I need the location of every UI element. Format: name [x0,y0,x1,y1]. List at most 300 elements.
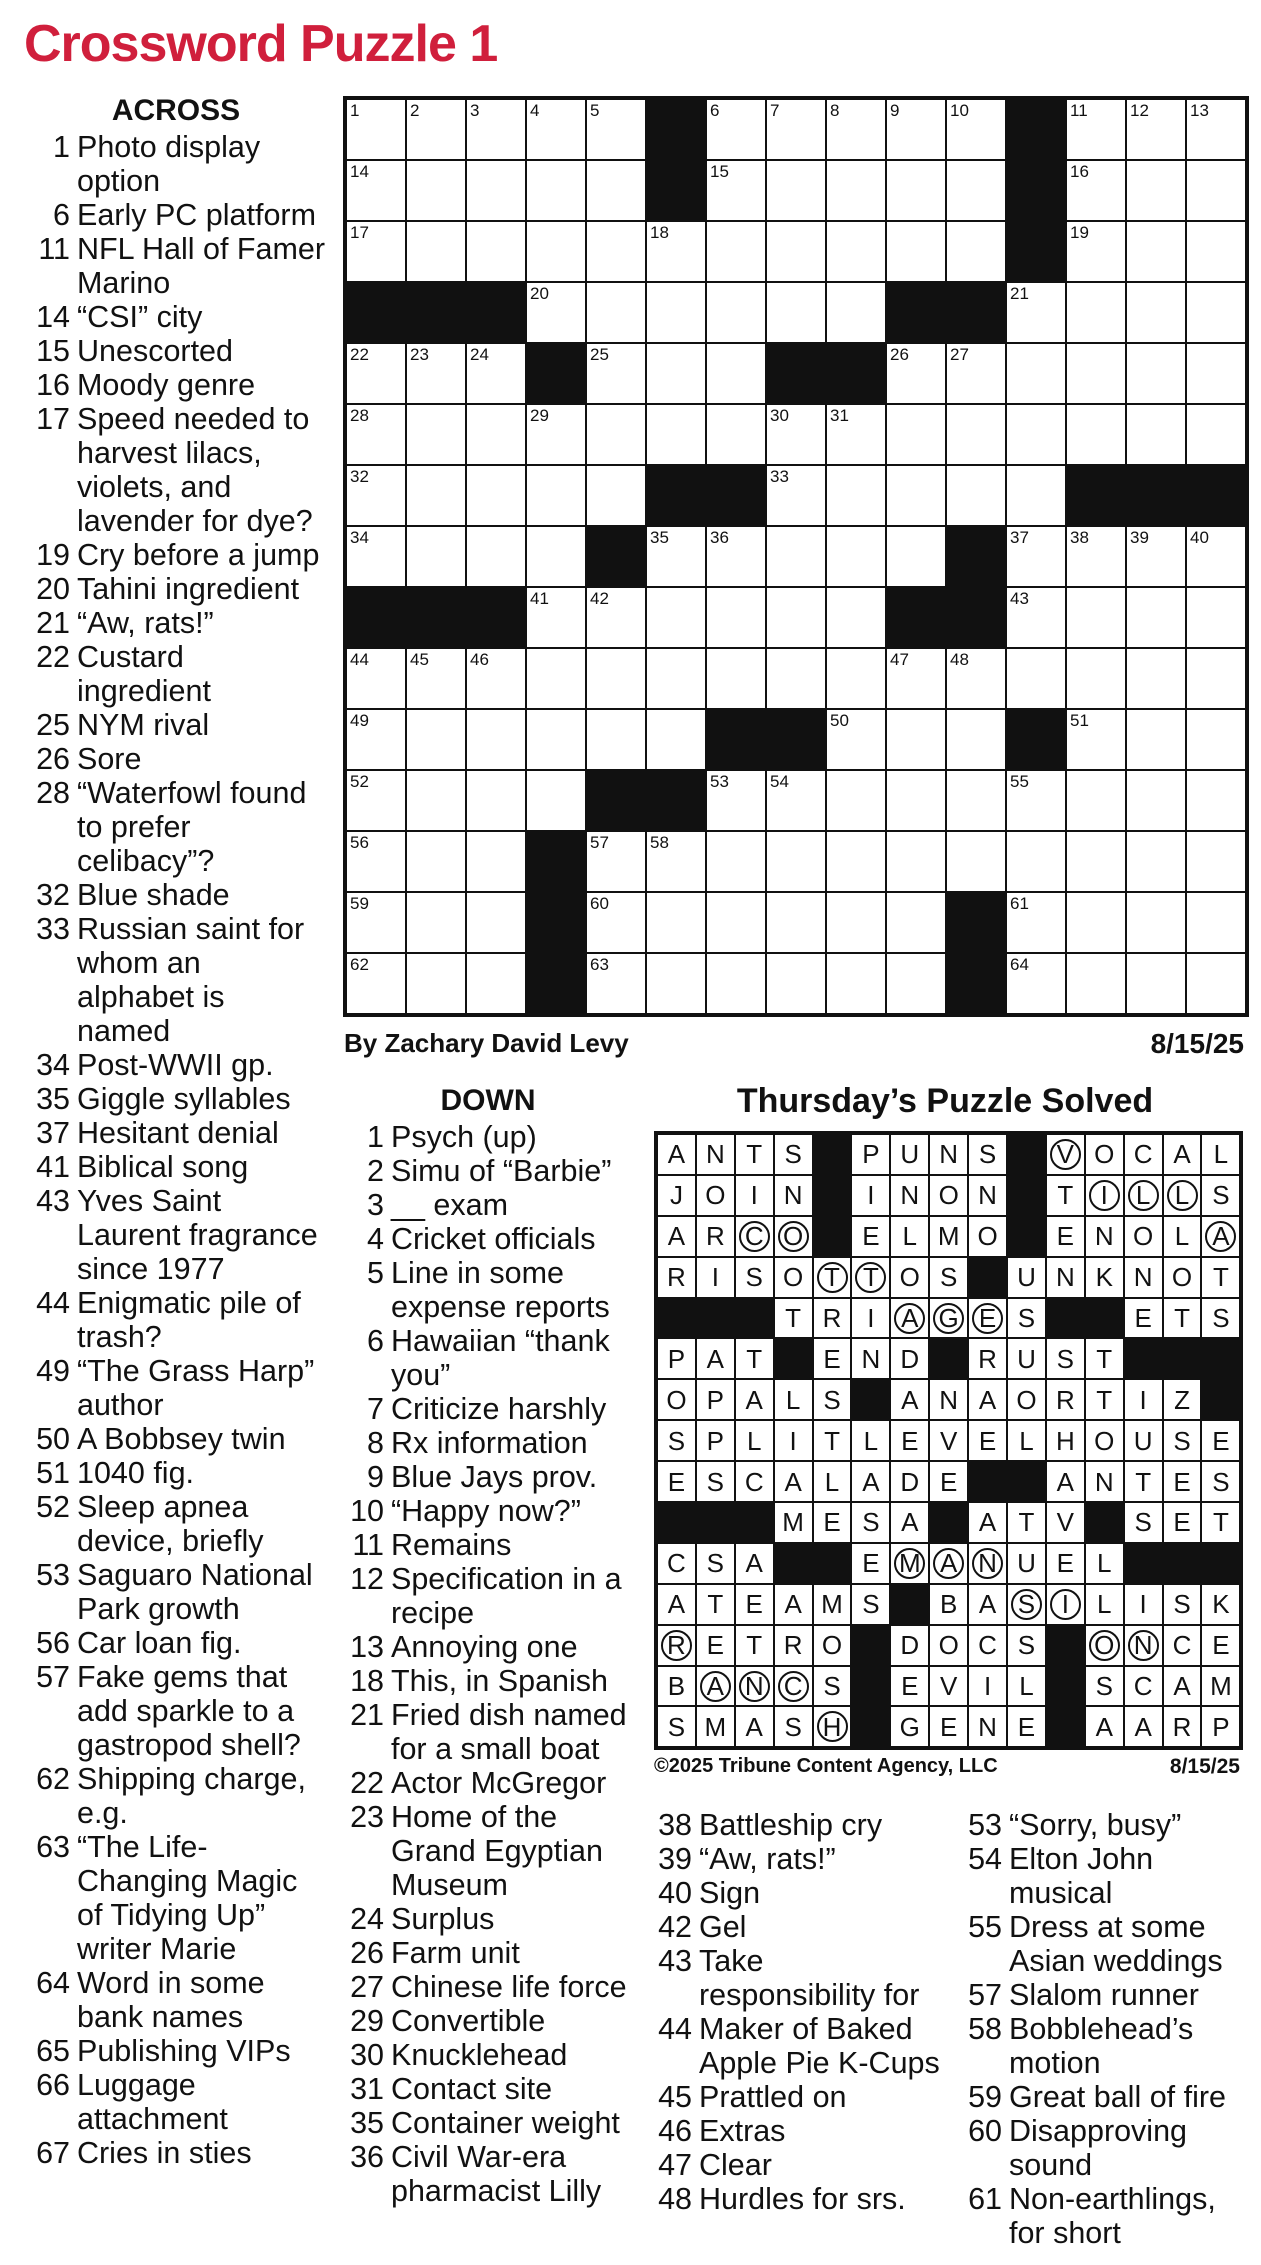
clue-number: 39 [658,1842,692,1876]
solution-letter: E [706,1630,724,1661]
grid-cell[interactable] [1006,953,1066,1014]
grid-cell[interactable] [706,648,766,709]
grid-cell[interactable] [1006,892,1066,953]
solution-letter: A [700,1671,731,1702]
down-clues [340,1084,636,2208]
clue-text: Psych (up) [391,1120,537,1154]
grid-cell[interactable] [586,892,646,953]
across-clue [26,1762,326,1830]
grid-cell[interactable] [946,831,1006,892]
grid-cell[interactable] [406,465,466,526]
grid-cell[interactable] [586,953,646,1014]
grid-cell[interactable] [1186,99,1246,160]
grid-cell[interactable] [1126,282,1186,343]
grid-cell[interactable] [526,282,586,343]
solution-cell [890,1257,929,1298]
clue-text: Slalom runner [1009,1978,1199,2012]
solution-cell [1007,1379,1046,1420]
solution-letter: S [667,1711,686,1742]
grid-cell[interactable] [886,770,946,831]
across-clue [26,538,326,572]
grid-cell[interactable] [1186,831,1246,892]
grid-cell[interactable] [946,343,1006,404]
grid-cell[interactable] [1186,343,1246,404]
grid-cell[interactable] [1186,953,1246,1014]
grid-cell[interactable] [346,160,406,221]
solution-black-square [1085,1502,1124,1543]
grid-cell[interactable] [826,770,886,831]
grid-cell[interactable] [526,404,586,465]
grid-cell[interactable] [706,99,766,160]
solution-letter: O [1089,1630,1120,1661]
grid-cell[interactable] [826,282,886,343]
grid-cell[interactable] [1066,648,1126,709]
cell-number: 56 [350,833,369,852]
solution-cell [696,1257,735,1298]
solution-letter: N [1055,1262,1075,1293]
solution-black-square [813,1216,852,1257]
grid-cell[interactable] [1066,404,1126,465]
grid-cell[interactable] [1006,282,1066,343]
grid-cell[interactable] [1186,404,1246,465]
grid-cell[interactable] [466,831,526,892]
grid-cell[interactable] [766,221,826,282]
grid-cell[interactable] [346,648,406,709]
solution-cell [1007,1625,1046,1666]
grid-cell[interactable] [766,587,826,648]
grid-cell[interactable] [826,892,886,953]
clue-number: 54 [968,1842,1002,1876]
grid-cell[interactable] [946,465,1006,526]
grid-cell[interactable] [466,526,526,587]
grid-cell[interactable] [466,160,526,221]
grid-cell[interactable] [1066,343,1126,404]
grid-cell[interactable] [466,709,526,770]
clue-number: 67 [36,2136,70,2170]
grid-cell[interactable] [946,404,1006,465]
solution-letter: O [1016,1384,1037,1415]
grid-cell[interactable] [646,892,706,953]
grid-cell[interactable] [886,99,946,160]
grid-cell[interactable] [706,587,766,648]
grid-cell[interactable] [526,160,586,221]
clue-text: Knucklehead [391,2038,568,2072]
grid-cell[interactable] [766,282,826,343]
cell-number: 25 [590,345,609,364]
grid-cell[interactable] [1186,892,1246,953]
grid-cell[interactable] [1126,648,1186,709]
cell-number: 9 [890,101,900,120]
grid-cell[interactable] [466,648,526,709]
clue-number: 66 [36,2068,70,2102]
grid-cell[interactable] [1066,160,1126,221]
black-square [1126,465,1186,526]
grid-cell[interactable] [1066,221,1126,282]
grid-cell[interactable] [646,221,706,282]
grid-cell[interactable] [1006,587,1066,648]
grid-cell[interactable] [826,465,886,526]
clue-number: 32 [36,878,70,912]
clue-number: 62 [36,1762,70,1796]
grid-cell[interactable] [406,892,466,953]
solution-letter: S [1212,1466,1230,1497]
solution-black-square [1046,1625,1085,1666]
grid-cell[interactable] [586,587,646,648]
solution-letter: T [746,1343,763,1374]
solution-black-square [1163,1338,1202,1379]
solution-letter: E [901,1671,919,1702]
grid-cell[interactable] [526,526,586,587]
grid-cell[interactable] [1126,526,1186,587]
grid-cell[interactable] [886,648,946,709]
grid-cell[interactable] [466,770,526,831]
grid-cell[interactable] [406,770,466,831]
grid-cell[interactable] [646,953,706,1014]
clue-text: Take responsibility for [699,1944,920,2012]
grid-cell[interactable] [586,99,646,160]
grid-cell[interactable] [946,99,1006,160]
grid-cell[interactable] [406,343,466,404]
solution-black-square [1163,1543,1202,1584]
grid-cell[interactable] [406,648,466,709]
grid-cell[interactable] [1066,526,1126,587]
cell-number: 13 [1190,101,1209,120]
grid-cell[interactable] [766,404,826,465]
grid-cell[interactable] [886,953,946,1014]
grid-cell[interactable] [526,465,586,526]
clue-text: Saguaro National Park growth [77,1558,313,1626]
clue-text: A Bobbsey twin [77,1422,286,1456]
grid-cell[interactable] [586,160,646,221]
grid-cell[interactable] [646,648,706,709]
grid-cell[interactable] [706,892,766,953]
grid-cell[interactable] [406,99,466,160]
grid-cell[interactable] [646,709,706,770]
grid-cell[interactable] [1126,770,1186,831]
grid-cell[interactable] [1006,404,1066,465]
solution-letter: I [983,1671,992,1702]
grid-cell[interactable] [946,709,1006,770]
grid-cell[interactable] [766,465,826,526]
clue-number: 22 [350,1766,384,1800]
black-square [646,465,706,526]
grid-cell[interactable] [1066,282,1126,343]
grid-cell[interactable] [586,404,646,465]
grid-cell[interactable] [1006,343,1066,404]
grid-cell[interactable] [586,221,646,282]
solution-cell [1124,1461,1163,1502]
grid-cell[interactable] [706,953,766,1014]
solution-letter: A [706,1343,724,1374]
grid-cell[interactable] [1186,648,1246,709]
grid-cell[interactable] [1066,587,1126,648]
grid-cell[interactable] [1066,831,1126,892]
clue-number: 52 [36,1490,70,1524]
grid-cell[interactable] [406,404,466,465]
grid-cell[interactable] [766,892,826,953]
grid-cell[interactable] [826,831,886,892]
grid-cell[interactable] [586,343,646,404]
solution-letter: I [1050,1589,1081,1620]
grid-cell[interactable] [406,831,466,892]
grid-cell[interactable] [886,709,946,770]
cell-number: 40 [1190,528,1209,547]
solution-cell [696,1175,735,1216]
grid-cell[interactable] [646,526,706,587]
solution-cell [1007,1298,1046,1339]
grid-cell[interactable] [826,404,886,465]
grid-cell[interactable] [526,709,586,770]
down-clue [340,1562,636,1630]
grid-cell[interactable] [826,221,886,282]
grid-cell[interactable] [826,648,886,709]
grid-cell[interactable] [586,465,646,526]
grid-cell[interactable] [466,99,526,160]
cell-number: 1 [350,101,360,120]
grid-cell[interactable] [346,953,406,1014]
grid-cell[interactable] [886,221,946,282]
down-clue [958,2012,1258,2080]
clue-text: Speed needed to harvest lilacs, violets, and lavender for dye? [77,402,313,538]
grid-cell[interactable] [886,343,946,404]
clue-text: “The Life-Changing Magic of Tidying Up” writer Marie [77,1830,298,1966]
solution-letter: S [1212,1303,1230,1333]
grid-cell[interactable] [946,221,1006,282]
solution-cell [774,1379,813,1420]
grid-cell[interactable] [646,587,706,648]
cell-number: 47 [890,650,909,669]
grid-cell[interactable] [526,99,586,160]
grid-cell[interactable] [526,221,586,282]
solution-black-square [696,1298,735,1339]
grid-cell[interactable] [1186,526,1246,587]
solution-cell [657,1584,696,1625]
black-square [946,282,1006,343]
grid-cell[interactable] [646,404,706,465]
grid-cell[interactable] [1126,160,1186,221]
grid-cell[interactable] [706,404,766,465]
solution-letter: M [1210,1671,1232,1702]
solution-cell [890,1379,929,1420]
grid-cell[interactable] [826,709,886,770]
grid-cell[interactable] [1006,465,1066,526]
grid-cell[interactable] [706,282,766,343]
grid-cell[interactable] [1186,282,1246,343]
grid-cell[interactable] [466,892,526,953]
grid-cell[interactable] [406,709,466,770]
solution-cell [735,1706,774,1747]
grid-cell[interactable] [766,831,826,892]
grid-cell[interactable] [946,160,1006,221]
across-clue [26,1490,326,1558]
grid-cell[interactable] [1126,343,1186,404]
grid-cell[interactable] [1186,587,1246,648]
solution-cell [1085,1379,1124,1420]
grid-cell[interactable] [1186,160,1246,221]
grid-cell[interactable] [1006,831,1066,892]
solution-cell [1163,1298,1202,1339]
grid-cell[interactable] [1006,526,1066,587]
clue-number: 8 [367,1426,384,1460]
clue-text: Fake gems that add sparkle to a gastropod shell? [77,1660,301,1762]
grid-cell[interactable] [766,526,826,587]
grid-cell[interactable] [766,160,826,221]
grid-cell[interactable] [826,160,886,221]
solution-cell [968,1706,1007,1747]
solution-letter: P [706,1425,724,1456]
grid-cell[interactable] [586,709,646,770]
solution-cell [929,1666,968,1707]
grid-cell[interactable] [1066,709,1126,770]
grid-cell[interactable] [946,770,1006,831]
grid-cell[interactable] [766,953,826,1014]
solution-letter: A [667,1221,686,1252]
grid-cell[interactable] [706,770,766,831]
grid-cell[interactable] [826,99,886,160]
grid-cell[interactable] [1066,99,1126,160]
grid-cell[interactable] [466,221,526,282]
grid-cell[interactable] [1186,709,1246,770]
grid-cell[interactable] [1126,953,1186,1014]
grid-cell[interactable] [346,526,406,587]
down-clue [340,1528,636,1562]
grid-cell[interactable] [886,831,946,892]
grid-cell[interactable] [886,892,946,953]
grid-cell[interactable] [886,526,946,587]
grid-cell[interactable] [1066,953,1126,1014]
solution-letter: A [978,1384,997,1415]
grid-cell[interactable] [1126,404,1186,465]
grid-cell[interactable] [706,221,766,282]
grid-cell[interactable] [1186,221,1246,282]
solution-black-square [1007,1216,1046,1257]
cell-number: 42 [590,589,609,608]
clue-number: 22 [36,640,70,674]
grid-cell[interactable] [346,465,406,526]
grid-cell[interactable] [346,709,406,770]
grid-cell[interactable] [406,526,466,587]
grid-cell[interactable] [1066,770,1126,831]
black-square [466,587,526,648]
solution-letter: A [1134,1711,1152,1742]
clue-text: Giggle syllables [77,1082,291,1116]
grid-cell[interactable] [346,831,406,892]
clue-number: 60 [968,2114,1002,2148]
solution-letter: I [1139,1384,1147,1415]
grid-cell[interactable] [1126,709,1186,770]
grid-cell[interactable] [346,404,406,465]
grid-cell[interactable] [466,404,526,465]
solution-grid [654,1131,1243,1750]
clue-text: Home of the Grand Egyptian Museum [391,1800,603,1902]
grid-cell[interactable] [406,953,466,1014]
grid-cell[interactable] [706,831,766,892]
grid-cell[interactable] [346,770,406,831]
grid-cell[interactable] [1006,770,1066,831]
cell-number: 50 [830,711,849,730]
grid-cell[interactable] [1126,892,1186,953]
grid-cell[interactable] [586,648,646,709]
solution-letter: A [978,1589,997,1620]
grid-cell[interactable] [766,648,826,709]
grid-cell[interactable] [646,282,706,343]
grid-cell[interactable] [886,465,946,526]
across-clue [26,1558,326,1626]
grid-cell[interactable] [526,770,586,831]
grid-cell[interactable] [406,160,466,221]
down-clue [648,2148,948,2182]
grid-cell[interactable] [1006,648,1066,709]
grid-cell[interactable] [1186,770,1246,831]
solution-cell [1163,1175,1202,1216]
grid-cell[interactable] [646,831,706,892]
grid-cell[interactable] [526,587,586,648]
grid-cell[interactable] [1126,587,1186,648]
solution-letter: O [1094,1139,1115,1170]
grid-cell[interactable] [346,221,406,282]
across-clue [26,232,326,300]
grid-cell[interactable] [526,648,586,709]
grid-cell[interactable] [706,160,766,221]
grid-cell[interactable] [646,343,706,404]
black-square [586,770,646,831]
solution-letter: M [894,1548,925,1579]
grid-cell[interactable] [766,770,826,831]
across-clue [26,130,326,198]
solution-black-square [1007,1461,1046,1502]
solution-letter: P [862,1139,880,1170]
grid-cell[interactable] [1066,892,1126,953]
grid-cell[interactable] [706,526,766,587]
grid-cell[interactable] [586,282,646,343]
solution-cell [735,1666,774,1707]
solution-letter: B [667,1671,686,1702]
grid-cell[interactable] [706,343,766,404]
grid-cell[interactable] [1126,221,1186,282]
down-clue [958,1978,1258,2012]
grid-cell[interactable] [946,648,1006,709]
cell-number: 27 [950,345,969,364]
grid-cell[interactable] [766,99,826,160]
cell-number: 55 [1010,772,1029,791]
solution-cell [1085,1625,1124,1666]
grid-cell[interactable] [1126,99,1186,160]
grid-cell[interactable] [826,526,886,587]
grid-cell[interactable] [1126,831,1186,892]
solution-cell [813,1625,852,1666]
solution-cell [890,1543,929,1584]
grid-cell[interactable] [466,343,526,404]
grid-cell[interactable] [346,343,406,404]
solution-cell [929,1543,968,1584]
solution-letter: H [1055,1425,1075,1456]
grid-cell[interactable] [406,221,466,282]
grid-cell[interactable] [466,465,526,526]
clue-text: This, in Spanish [391,1664,608,1698]
grid-cell[interactable] [466,953,526,1014]
grid-cell[interactable] [826,953,886,1014]
across-clue [26,402,326,538]
grid-cell[interactable] [886,160,946,221]
grid-cell[interactable] [826,587,886,648]
grid-cell[interactable] [886,404,946,465]
down-clue [648,2114,948,2148]
grid-cell[interactable] [586,831,646,892]
solution-cell [968,1666,1007,1707]
grid-cell[interactable] [346,892,406,953]
solution-letter: E [1212,1425,1230,1456]
grid-cell[interactable] [346,99,406,160]
